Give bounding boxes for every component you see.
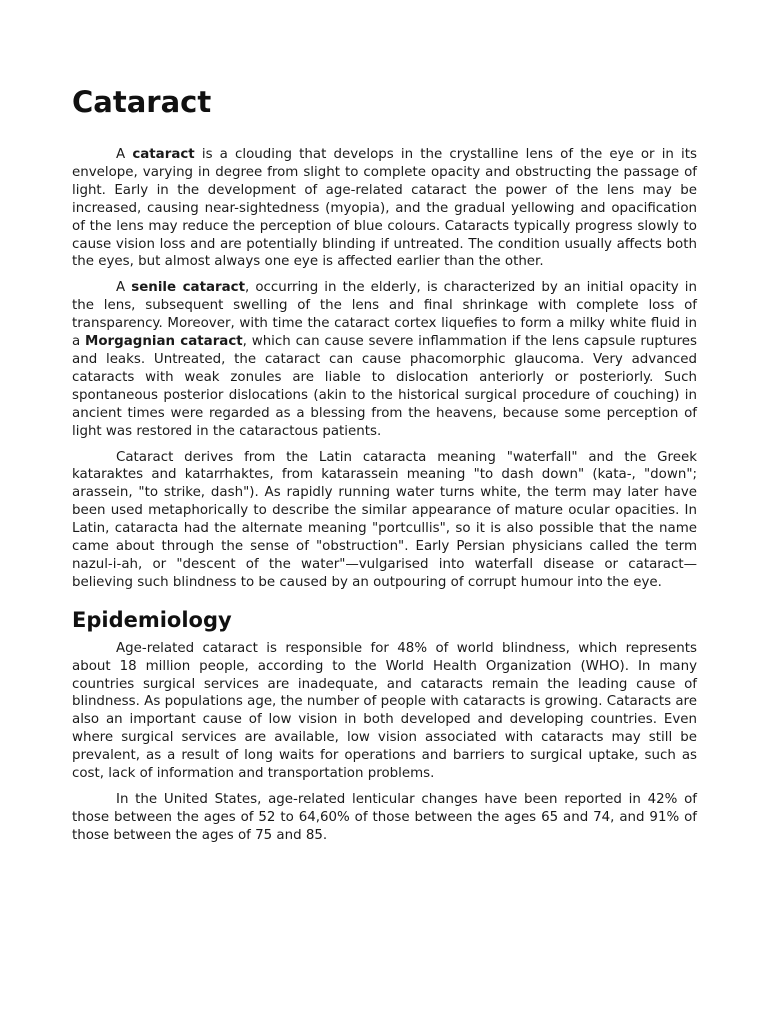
text-run: is a clouding that develops in the crystalline lens of the eye or in its envelope, varying in degree from slight to complete opacity and obstructing the passage of light. Early in the development of age-related cataract the power of the lens may be increased, causing near-sightedness (myopia), and the gradual yellowing and opacification of the lens may reduce the perception of blue colours. Cataracts typically progress slowly to cause vision loss and are potentially blinding if untreated. The condition usually affects both the eyes, but almost always one eye is affected earlier than the other.	[72, 147, 697, 270]
section-heading-epidemiology: Epidemiology	[72, 607, 232, 632]
document-page	[72, 84, 697, 853]
intro-paragraph-2	[72, 279, 697, 440]
text-run: A	[116, 147, 133, 162]
page-title: Cataract	[72, 85, 212, 119]
text-run: A	[116, 280, 132, 296]
epidemiology-paragraph-2: In the United States, age-related lenticular changes have been reported in 42% of those between the ages of 52 to 64,60% of those between the ages 65 and 74, and 91% of those between the ages of 75 and 85.	[72, 792, 697, 843]
intro-paragraph-1	[72, 146, 697, 271]
intro-paragraph-3: Cataract derives from the Latin cataracta meaning "waterfall" and the Greek kataraktes and katarrhaktes, from katarassein meaning "to dash down" (kata-, "down"; arassein, "to strike, dash"). As rapidly running water turns white, the term may later have been used metaphorically to describe the similar appearance of mature ocular opacities. In Latin, cataracta had the alternate meaning "portcullis", so it is also possible that the name came about through the sense of "obstruction". Early Persian physicians called the term nazul-i-ah, or "descent of the water"—vulgarised into waterfall disease or cataract—believing such blindness to be caused by an outpouring of corrupt humour into the eye.	[72, 449, 697, 590]
bold-term-cataract: cataract	[132, 147, 195, 162]
text-run: , occurring in the elderly, is characterized by an initial opacity in the lens, subsequent swelling of the lens and final shrinkage with complete loss of transparency. Moreover, with time the cataract cortex liquefies to form a milky white fluid in a	[72, 280, 697, 350]
epidemiology-paragraph-1: Age-related cataract is responsible for 48% of world blindness, which represents about 18 million people, according to the World Health Organization (WHO). In many countries surgical services are inadequate, and cataracts remain the leading cause of blindness. As populations age, the number of people with cataracts is growing. Cataracts are also an important cause of low vision in both developed and developing countries. Even where surgical services are available, low vision associated with cataracts may still be prevalent, as a result of long waits for operations and barriers to surgical uptake, such as cost, lack of information and transportation problems.	[72, 640, 697, 782]
text-run: , which can cause severe inflammation if the lens capsule ruptures and leaks. Untreated, the cataract can cause phacomorphic glaucoma. Very advanced cataracts with weak zonules are liable to dislocation anteriorly or posteriorly. Such spontaneous posterior dislocations (akin to the historical surgical procedure of couching) in ancient times were regarded as a blessing from the heavens, because some perception of light was restored in the cataractous patients.	[72, 334, 697, 439]
bold-term-morgagnian-cataract: Morgagnian cataract	[85, 334, 243, 350]
bold-term-senile-cataract: senile cataract	[131, 280, 245, 296]
